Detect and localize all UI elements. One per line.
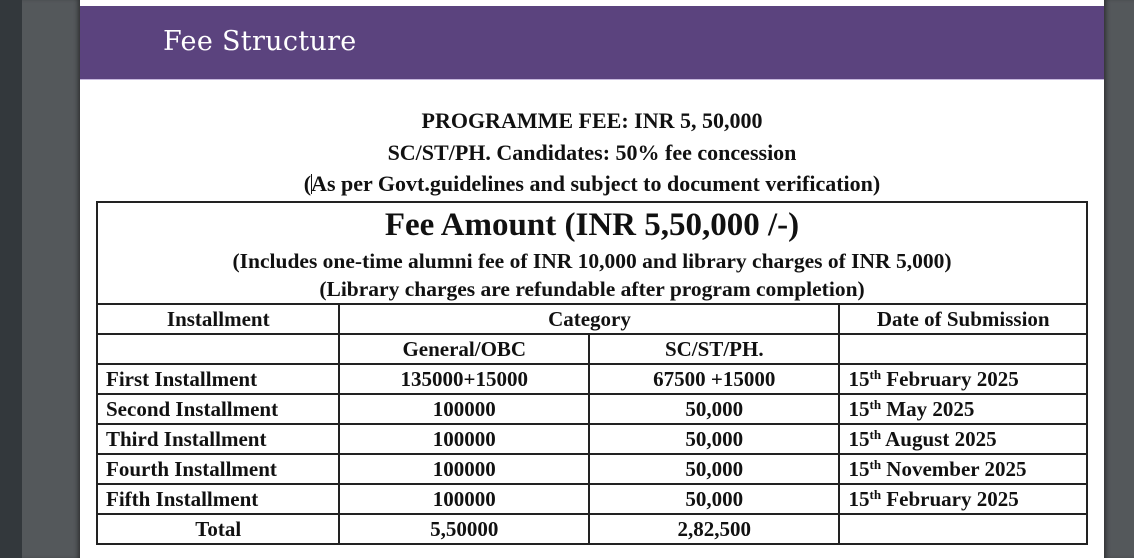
fee-table	[96, 201, 1088, 545]
date-month-year: February 2025	[881, 487, 1019, 511]
reserved-amount: 50,000	[589, 424, 839, 454]
header-installment: Installment	[97, 304, 339, 334]
section-title: Fee Structure	[163, 26, 357, 57]
total-date	[839, 514, 1087, 544]
date-day: 15	[848, 487, 870, 511]
fee-amount-row	[97, 202, 1087, 304]
general-amount: 100000	[339, 424, 589, 454]
fee-includes-note: (Includes one-time alumni fee of INR 10,000 and library charges of INR 5,000)	[232, 249, 952, 273]
date-day: 15	[848, 367, 870, 391]
concession-line: SC/ST/PH. Candidates: 50% fee concession	[387, 139, 797, 165]
submission-date	[839, 364, 1087, 394]
installment-name: Fourth Installment	[97, 454, 339, 484]
date-month-year: November 2025	[881, 457, 1027, 481]
date-suffix: th	[869, 427, 882, 442]
date-month-year: May 2025	[881, 397, 975, 421]
general-amount: 100000	[339, 394, 589, 424]
fee-amount-cell	[97, 202, 1087, 304]
submission-date	[839, 424, 1087, 454]
table-row	[97, 454, 1087, 484]
subheader-row	[97, 334, 1087, 364]
subheader-empty-date	[839, 334, 1087, 364]
subheader-empty	[97, 334, 339, 364]
subheader-reserved: SC/ST/PH.	[589, 334, 839, 364]
left-side-panel	[22, 0, 80, 558]
note-paren: (	[303, 171, 312, 196]
refund-note: (Library charges are refundable after program completion)	[319, 277, 865, 301]
submission-date	[839, 394, 1087, 424]
total-general: 5,50000	[339, 514, 589, 544]
date-month-year: August 2025	[881, 427, 997, 451]
reserved-amount: 50,000	[589, 454, 839, 484]
date-suffix: th	[869, 397, 882, 412]
subheader-general: General/OBC	[339, 334, 589, 364]
date-month-year: February 2025	[881, 367, 1019, 391]
general-amount: 100000	[339, 454, 589, 484]
installment-name: Fifth Installment	[97, 484, 339, 514]
total-row	[97, 514, 1087, 544]
fee-amount-title: Fee Amount (INR 5,50,000 /-)	[384, 207, 800, 243]
date-suffix: th	[869, 457, 882, 472]
general-amount: 135000+15000	[339, 364, 589, 394]
reserved-amount: 67500 +15000	[589, 364, 839, 394]
date-suffix: th	[869, 367, 882, 382]
installment-name: Second Installment	[97, 394, 339, 424]
header-category: Category	[339, 304, 839, 334]
table-row	[97, 394, 1087, 424]
reserved-amount: 50,000	[589, 394, 839, 424]
header-row	[97, 304, 1087, 334]
total-label: Total	[97, 514, 339, 544]
content-page	[80, 0, 1104, 558]
window-edge	[0, 0, 22, 558]
table-row	[97, 484, 1087, 514]
date-day: 15	[848, 397, 870, 421]
installment-name: First Installment	[97, 364, 339, 394]
general-amount: 100000	[339, 484, 589, 514]
date-suffix: th	[869, 487, 882, 502]
submission-date	[839, 454, 1087, 484]
reserved-amount: 50,000	[589, 484, 839, 514]
section-banner	[80, 6, 1104, 80]
note-text: As per Govt.guidelines and subject to document verification)	[311, 171, 881, 196]
installment-name: Third Installment	[97, 424, 339, 454]
fee-structure-document	[80, 79, 1104, 558]
programme-fee-line: PROGRAMME FEE: INR 5, 50,000	[421, 108, 763, 133]
table-row	[97, 364, 1087, 394]
header-date: Date of Submission	[839, 304, 1087, 334]
submission-date	[839, 484, 1087, 514]
date-day: 15	[848, 427, 870, 451]
table-row	[97, 424, 1087, 454]
right-side-panel	[1104, 0, 1134, 558]
date-day: 15	[848, 457, 870, 481]
verification-note	[80, 168, 1104, 200]
total-reserved: 2,82,500	[589, 514, 839, 544]
programme-fee-header	[80, 105, 1104, 200]
